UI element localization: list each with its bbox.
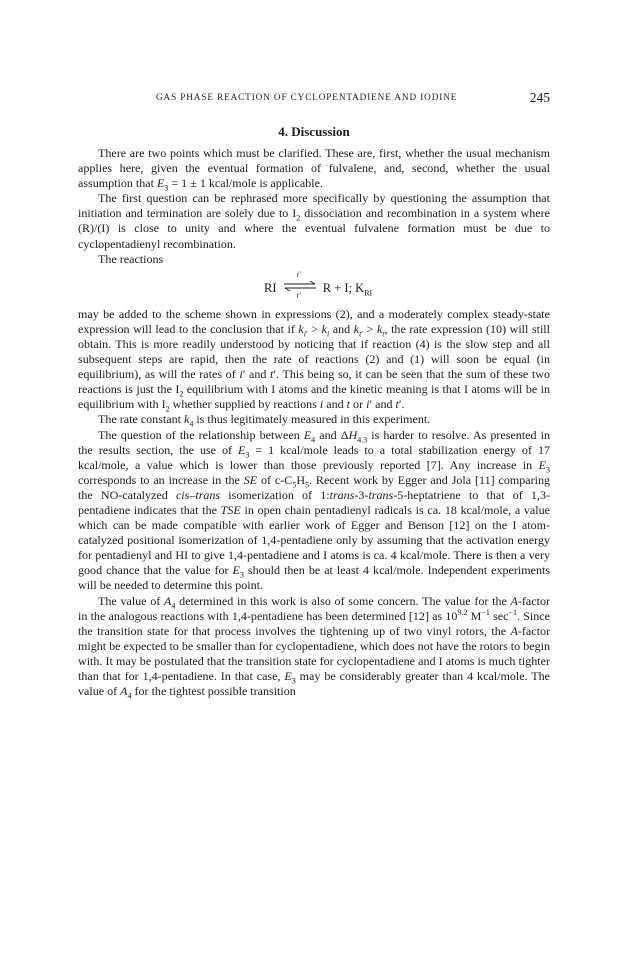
section-heading: 4. Discussion (278, 124, 350, 139)
equation-constant-subscript: RI (364, 288, 373, 298)
reverse-label: t′ (296, 290, 301, 300)
equation-right: R + I; K (322, 280, 365, 295)
paragraph-2: The first question can be rephrased more specifically by questioning the assumption that initiation and termination are solely due to $I_2$ dissociation and recombination in a system where (R)/(I) is close to unity and where the eventual fulvalene formation must be due to cyclopentadienyl recombination. (78, 191, 550, 251)
page-number: 245 (529, 90, 550, 105)
paragraph-5: The rate constant $k_4$ is thus legitimately measured in this experiment. (98, 412, 431, 429)
paragraph-6: The question of the relationship between $E_4$ and $\Delta H_{4.3}$ is harder to resolve. As presented in the results section, the use of $E_3 = 1$ kcal/mole leads to a total stabilization energy of 17 kcal/mole, a value which is lower than those previously reported [7]. Any increase in $E_3$ corresponds to an increase in the SE of $c-C_5H_5$. Recent work by Egger and Jola [11] comparing the NO-catalyzed cis–trans isomerization of 1:trans-3-trans-5-heptatriene to that of 1,3-pentadiene indicates that the TSE in open chain pentadienyl radicals is ca. 18 kcal/mole, a value which can be made compatible with earlier work of Egger and Benson [12] on the I atom-catalyzed positional isomerization of 1,4-pentadiene only by assuming that the activation energy for pentadienyl and HI to give 1,4-pentadiene and I atoms is ca. 4 kcal/mole. There is then a very good chance that the value for $E_3$ should then be at least 4 kcal/mole. Independent experiments will be needed to determine this point. (78, 427, 551, 593)
page (78, 92, 550, 699)
page-header (78, 92, 550, 112)
forward-label: i′ (296, 269, 301, 279)
equation-left: RI (264, 280, 277, 295)
running-title: GAS PHASE REACTION OF CYCLOPENTADIENE AND IODINE (156, 92, 458, 102)
equilibrium-arrows-icon (283, 269, 317, 300)
paragraph-7: The value of $A_4$ determined in this work is also of some concern. The value for the A-factor in the analogous reactions with 1,4-pentadiene has been determined [12] as $10^{9.2}$ $M^{-1}$ $\sec^{-1}$. Since the transition state for that process involves the tightening up of two vinyl rotors, the A-factor might be expected to be smaller than for cyclopentadiene, which does not have the rotors to begin with. It may be postulated that the transition state for cyclopentadiene and I atoms is much tighter than that for 1,4-pentadiene. In that case, $E_3$ may be considerably greater than 4 kcal/mole. The value of $A_4$ for the tightest possible transition (78, 593, 551, 701)
reaction-equation (78, 270, 550, 302)
paragraph-1: There are two points which must be clarified. These are, first, whether the usual mechanism applies here, given the eventual formation of fulvalene, and, second, whether the usual assumption that $E_3 = 1 \pm 1$ kcal/mole is applicable. (78, 146, 550, 193)
paragraph-4: may be added to the scheme shown in expressions (2), and a moderately complex steady-state expression will lead to the conclusion that if $k_{i'} > k_i$ and $k_{t'} > k_t$, the rate expression (10) will still obtain. This is more readily understood by noticing that if reaction (4) is the slow step and all subsequent steps are rapid, then the rate of reactions (2) and (1) will soon be equal (in equilibrium), as will the rates of i′ and t′. This being so, it can be seen that the sum of these two reactions is just the $I_2$ equilibrium with I atoms and the kinetic meaning is that I atoms will be in equilibrium with $I_2$ whether supplied by reactions i and t or i′ and t′. (78, 306, 550, 414)
paragraph-3: The reactions (98, 251, 164, 266)
